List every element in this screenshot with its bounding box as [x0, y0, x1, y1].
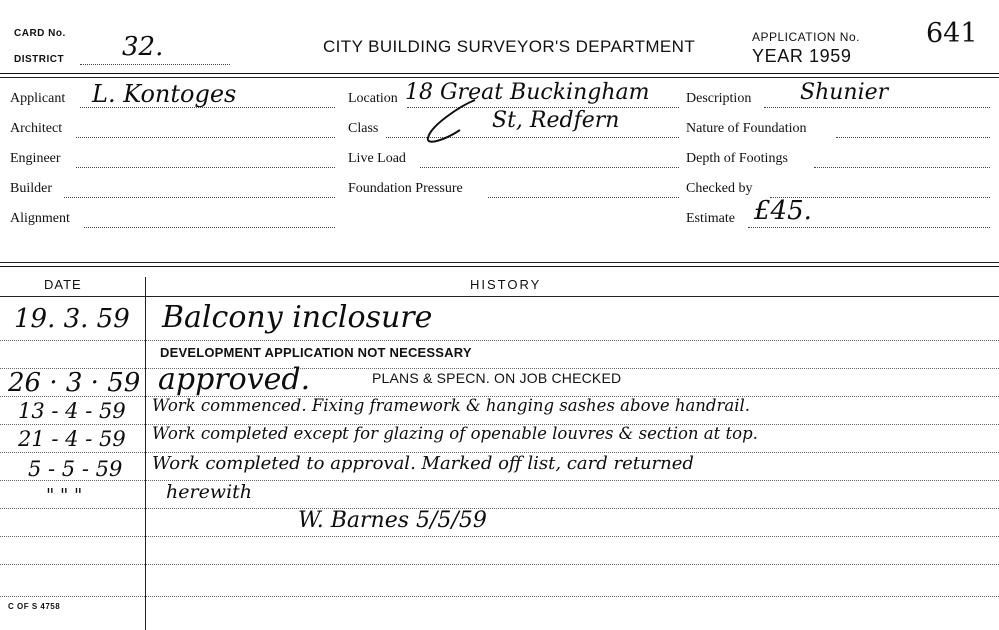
alignment-label: Alignment	[10, 211, 70, 226]
ruled-line	[0, 480, 999, 481]
district-value: 32.	[122, 32, 164, 62]
nature-foundation-dotted-line	[836, 137, 990, 138]
class-label: Class	[348, 121, 379, 136]
depth-footings-label: Depth of Footings	[686, 151, 788, 166]
plans-checked-stamp: PLANS & SPECN. ON JOB CHECKED	[372, 370, 622, 386]
history-date: 5 - 5 - 59	[28, 457, 123, 481]
nature-foundation-label: Nature of Foundation	[686, 121, 807, 136]
alignment-dotted-line	[84, 227, 335, 228]
card-no-label: CARD No.	[14, 28, 66, 39]
applicant-value: L. Kontoges	[92, 80, 237, 108]
description-dotted-line	[764, 107, 990, 108]
application-no-value: 641	[926, 18, 978, 49]
history-header-rule	[0, 296, 999, 297]
checked-by-label: Checked by	[686, 181, 753, 196]
description-label: Description	[686, 91, 752, 106]
ruled-line	[0, 340, 999, 341]
ruled-line	[0, 368, 999, 369]
history-top-rule-2	[0, 266, 999, 267]
foundation-pressure-dotted-line	[488, 197, 679, 198]
history-top-rule	[0, 262, 999, 263]
location-bracket-stroke	[420, 96, 490, 146]
district-label: DISTRICT	[14, 54, 65, 65]
history-date: 13 - 4 - 59	[18, 399, 126, 423]
location-label: Location	[348, 91, 398, 106]
applicant-label: Applicant	[10, 91, 66, 106]
history-date: 19. 3. 59	[14, 304, 130, 334]
date-column-header: DATE	[44, 277, 82, 292]
architect-label: Architect	[10, 121, 63, 136]
development-stamp: DEVELOPMENT APPLICATION NOT NECESSARY	[160, 345, 472, 360]
history-column-header: HISTORY	[470, 277, 542, 292]
ruled-line	[0, 564, 999, 565]
live-load-label: Live Load	[348, 151, 406, 166]
date-column-divider	[145, 277, 146, 630]
builder-label: Builder	[10, 181, 52, 196]
history-date: 21 - 4 - 59	[18, 427, 126, 451]
ruled-line	[0, 536, 999, 537]
live-load-dotted-line	[420, 167, 679, 168]
history-text: Work completed except for glazing of openable louvres & section at top.	[152, 424, 758, 443]
location-value-line1: 18 Great Buckingham	[405, 80, 650, 105]
history-text: herewith	[166, 481, 253, 503]
history-date: " " "	[46, 485, 83, 506]
history-text: Work commenced. Fixing framework & hanging sashes above handrail.	[152, 396, 751, 415]
application-no-label: APPLICATION No.	[752, 30, 860, 44]
estimate-label: Estimate	[686, 211, 735, 226]
builder-dotted-line	[64, 197, 335, 198]
engineer-label: Engineer	[10, 151, 61, 166]
engineer-dotted-line	[76, 167, 335, 168]
estimate-value: £45.	[754, 196, 812, 226]
foundation-pressure-label: Foundation Pressure	[348, 181, 463, 196]
estimate-dotted-line	[748, 227, 990, 228]
signature: W. Barnes 5/5/59	[298, 508, 487, 533]
form-code: C OF S 4758	[8, 602, 61, 611]
history-text: Balcony inclosure	[162, 300, 433, 335]
location-value-line2: St, Redfern	[492, 108, 620, 133]
history-date: 26 · 3 · 59	[8, 368, 141, 398]
description-value: Shunier	[800, 80, 889, 105]
depth-footings-dotted-line	[814, 167, 990, 168]
header-rule-2	[0, 77, 999, 78]
ruled-line	[0, 508, 999, 509]
header-rule	[0, 73, 999, 74]
department-title: CITY BUILDING SURVEYOR'S DEPARTMENT	[323, 37, 696, 56]
district-dotted-line	[80, 64, 230, 65]
history-text: approved.	[158, 362, 311, 397]
ruled-line	[0, 596, 999, 597]
architect-dotted-line	[76, 137, 335, 138]
history-text: Work completed to approval. Marked off list, card returned	[152, 453, 694, 474]
year-label: YEAR 1959	[752, 46, 852, 66]
